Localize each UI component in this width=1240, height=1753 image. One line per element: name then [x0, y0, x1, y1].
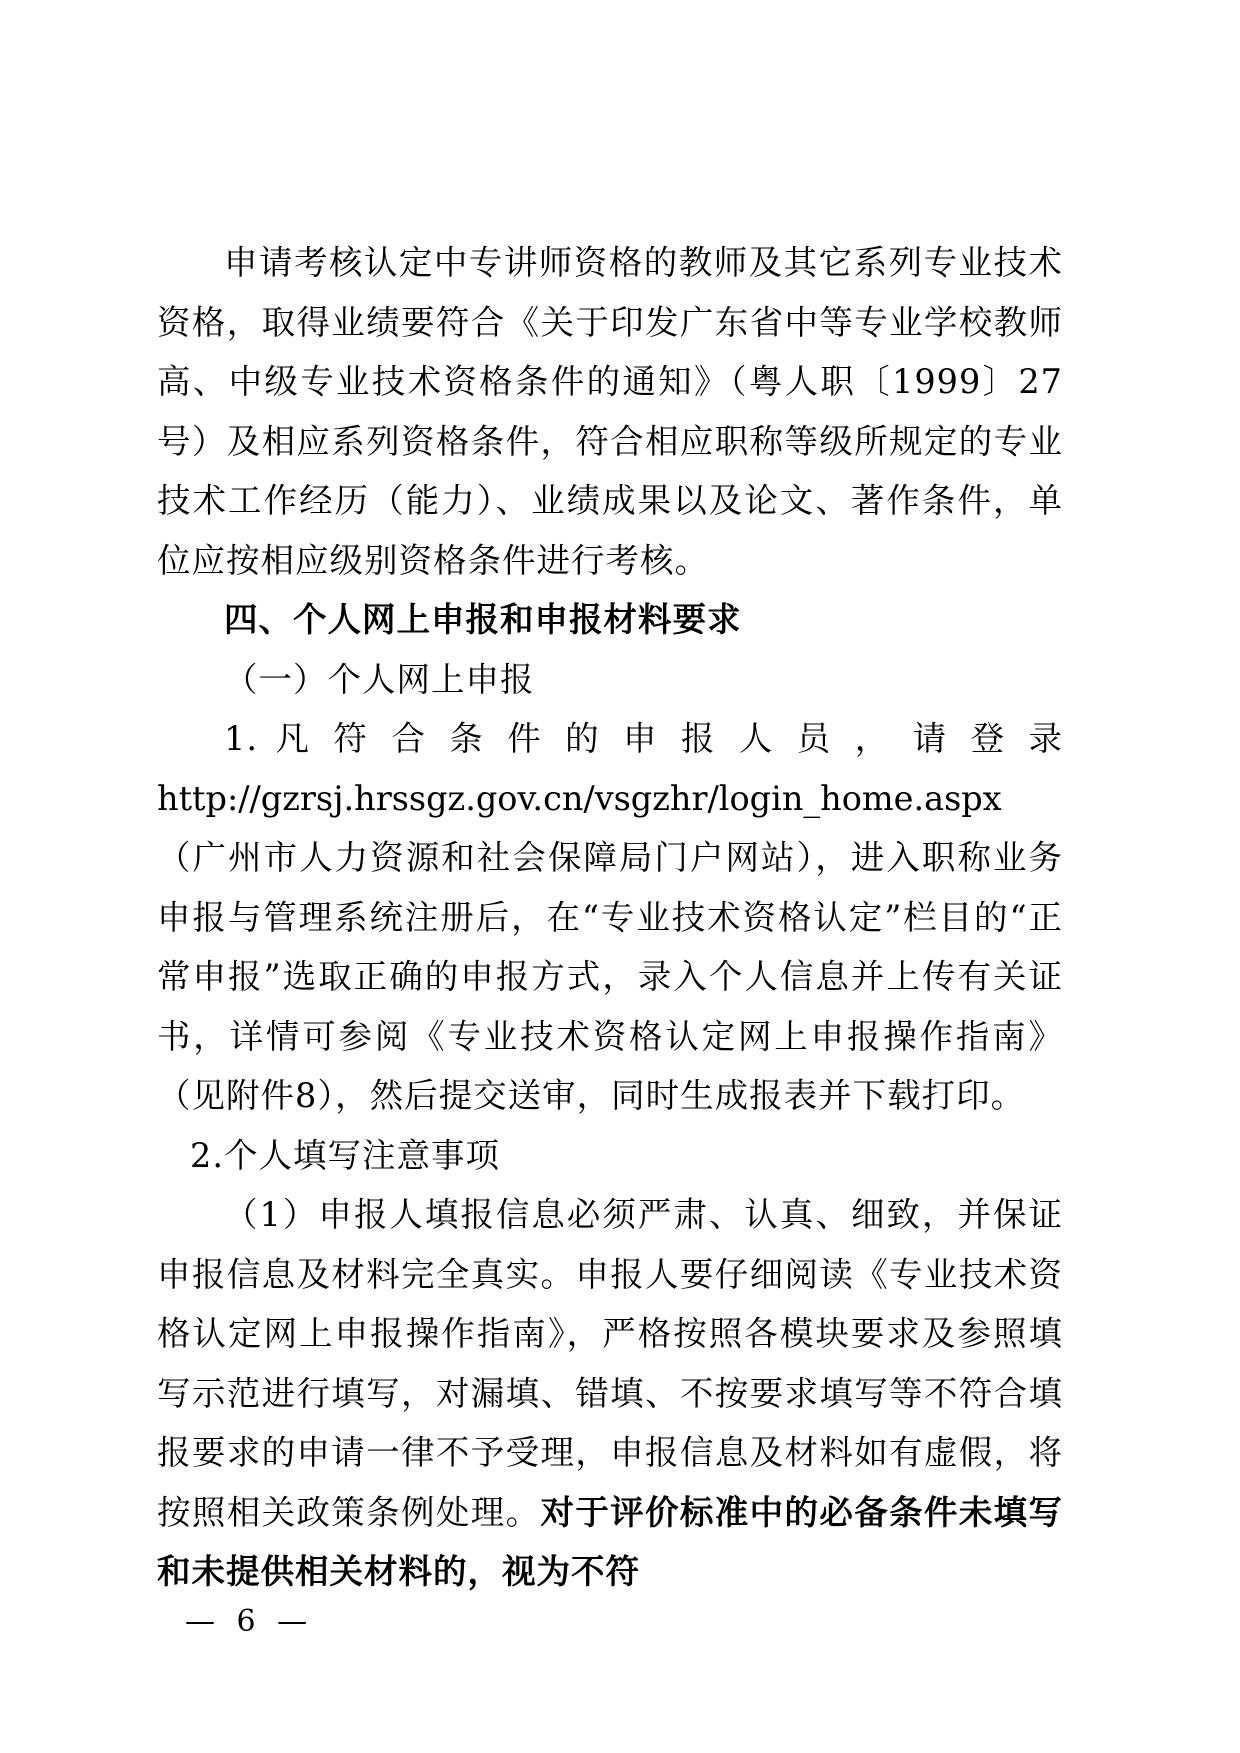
paragraph-qualification-assessment: 申请考核认定中专讲师资格的教师及其它系列专业技术资格，取得业绩要符合《关于印发广东省中等专业学校教师高、中级专业技术资格条件的通知》（粤人职〔1999〕27号）及相应系列资格条件，符合相应职称等级所规定的专业技术工作经历（能力）、业绩成果以及论文、著作条件，单位应按相应级别资格条件进行考核。: [157, 243, 1063, 580]
item-1-text: （广州市人力资源和社会保障局门户网站），进入职称业务申报与管理系统注册后，在“专业技术资格认定”栏目的“正常申报”选取正确的申报方式，录入个人信息并上传有关证书，详情可参阅《专业技术资格认定网上申报操作指南》（见附件8），然后提交送审，同时生成报表并下载打印。: [157, 838, 1063, 1115]
item-1-lead-line: 1. 凡 符 合 条 件 的 申 报 人 员 ， 请 登 录: [224, 719, 1063, 758]
item-2-heading: 2.个人填写注意事项: [190, 1135, 500, 1175]
page-number: — 6 —: [185, 1604, 314, 1639]
item-2-1-bold-text: 对于评价标准中的必备条件未填写和未提供相关材料的，视为不符: [157, 1492, 1064, 1591]
document-body: [157, 233, 1063, 1602]
item-2-1-paragraph: [157, 1185, 1063, 1602]
section-heading-online-application: 四、个人网上申报和申报材料要求: [224, 600, 742, 639]
item-1-paragraph: [157, 769, 1063, 1126]
application-system-url: http://gzrsj.hrssgz.gov.cn/vsgzhr/login_home.aspx: [157, 778, 1002, 818]
subsection-heading-personal-online-application: （一）个人网上申报: [224, 659, 535, 699]
item-2-1-text: （1）申报人填报信息必须严肃、认真、细致，并保证申报信息及材料完全真实。申报人要仔细阅读《专业技术资格认定网上申报操作指南》，严格按照各模块要求及参照填写示范进行填写，对漏填、错填、不按要求填写等不符合填报要求的申请一律不予受理，申报信息及材料如有虚假，将按照相关政策条例处理。: [157, 1195, 1063, 1532]
